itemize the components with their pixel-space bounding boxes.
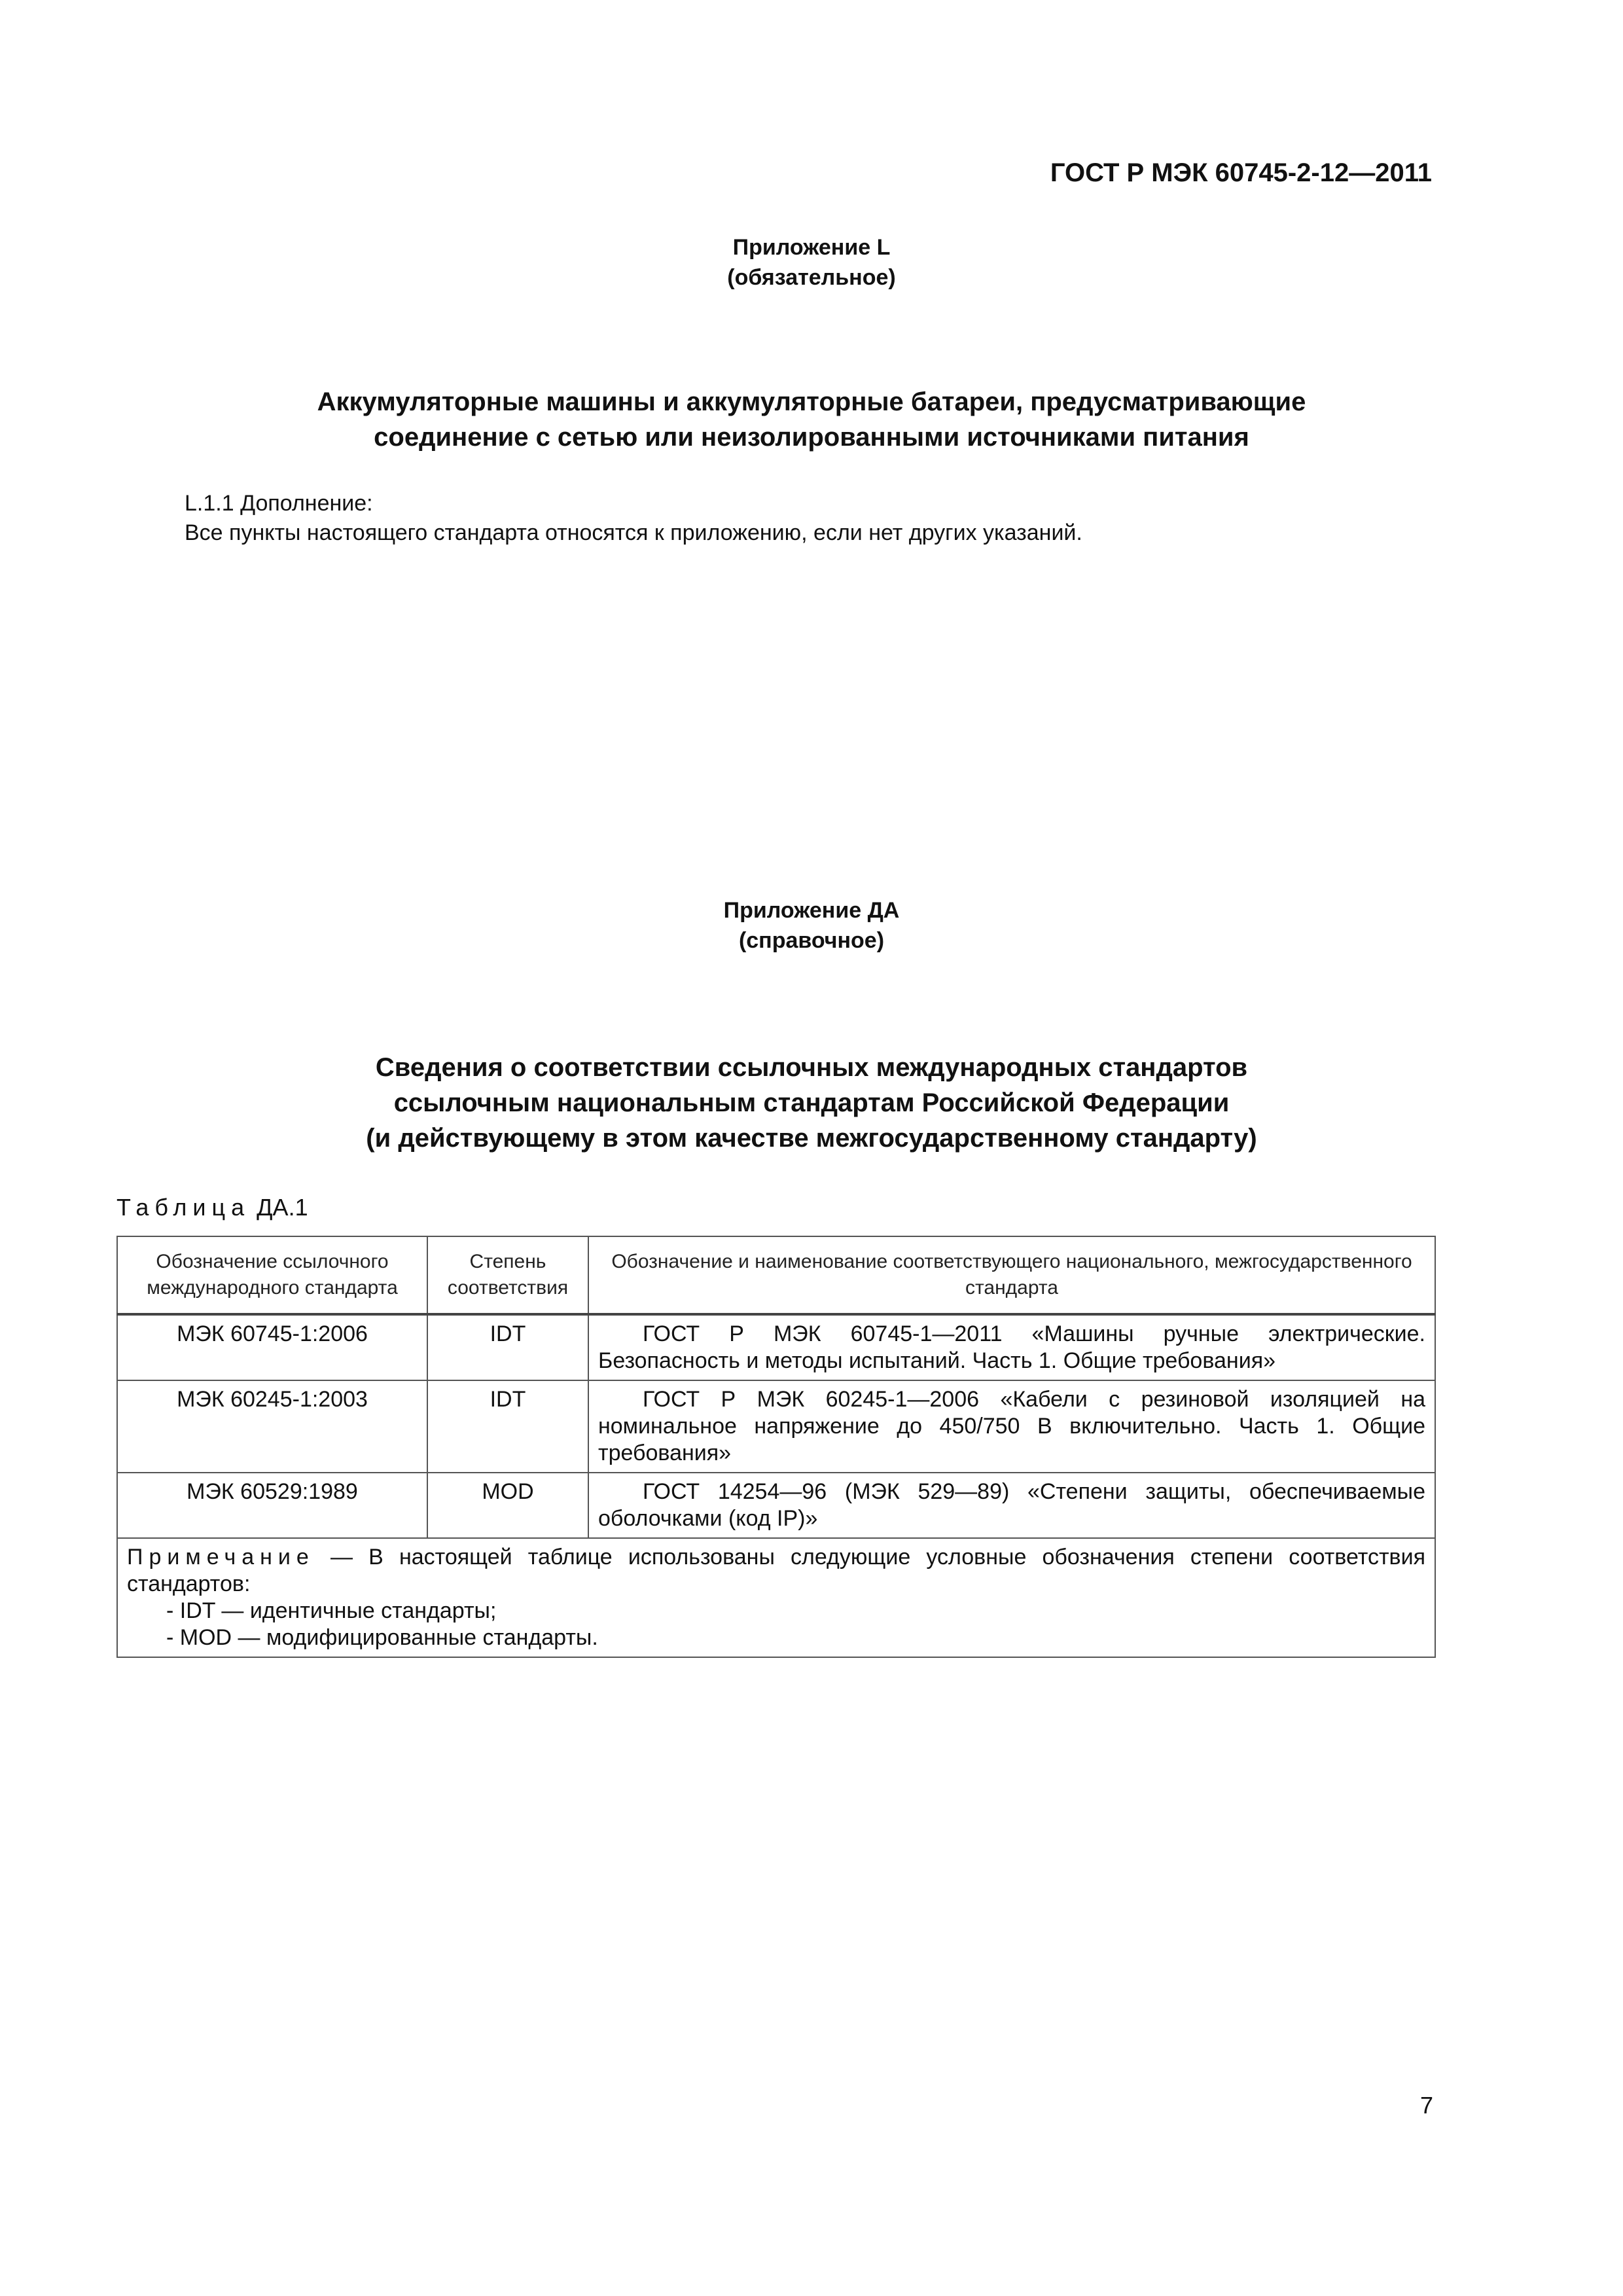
header-national-standard: Обозначение и наименование соответствующего национального, межгосударственного стандарта xyxy=(588,1236,1435,1314)
table-caption-number: ДА.1 xyxy=(257,1194,308,1221)
cell-national-standard: ГОСТ Р МЭК 60745-1—2011 «Машины ручные электрические. Безопасность и методы испытаний. Часть 1. Общие требования» xyxy=(588,1314,1435,1380)
appendix-l-heading-line2: соединение с сетью или неизолированными источниками питания xyxy=(374,423,1249,452)
table-note xyxy=(117,1538,1435,1657)
cell-national-standard: ГОСТ Р МЭК 60245-1—2006 «Кабели с резиновой изоляцией на номинальное напряжение до 450/750 В включительно. Часть 1. Общие требования» xyxy=(588,1380,1435,1473)
header-intl-standard: Обозначение ссылочного международного стандарта xyxy=(117,1236,427,1314)
table-note-row xyxy=(117,1538,1435,1657)
appendix-l-text: Все пункты настоящего стандарта относятся к приложению, если нет других указаний. xyxy=(185,520,1082,545)
clause-l-1-1: L.1.1 Дополнение: xyxy=(185,491,373,516)
table-row xyxy=(117,1380,1435,1473)
cell-degree: IDT xyxy=(427,1314,588,1380)
appendix-l-type: (обязательное) xyxy=(727,265,896,290)
cell-intl-standard: МЭК 60745-1:2006 xyxy=(117,1314,427,1380)
table-header-row xyxy=(117,1236,1435,1314)
table-caption xyxy=(116,1194,308,1221)
cell-degree: MOD xyxy=(427,1473,588,1538)
appendix-da-heading-line2: ссылочным национальным стандартам Российской Федерации xyxy=(393,1088,1230,1117)
appendix-da-heading-line3: (и действующему в этом качестве межгосударственному стандарту) xyxy=(366,1124,1257,1153)
document-code: ГОСТ Р МЭК 60745-2-12—2011 xyxy=(1050,158,1432,187)
appendix-da-type: (справочное) xyxy=(738,928,885,953)
cell-degree: IDT xyxy=(427,1380,588,1473)
table-row xyxy=(117,1473,1435,1538)
header-degree: Степень соответствия xyxy=(427,1236,588,1314)
appendix-l-heading-line1: Аккумуляторные машины и аккумуляторные батареи, предусматривающие xyxy=(317,387,1306,416)
note-idt: - IDT — идентичные стандарты; xyxy=(166,1598,497,1623)
note-mod: - MOD — модифицированные стандарты. xyxy=(166,1625,598,1650)
cell-national-standard: ГОСТ 14254—96 (МЭК 529—89) «Степени защиты, обеспечиваемые оболочками (код IP)» xyxy=(588,1473,1435,1538)
appendix-l-title: Приложение L xyxy=(732,235,891,260)
note-label: Примечание xyxy=(127,1545,315,1570)
page-number: 7 xyxy=(1419,2092,1433,2119)
reference-standards-table xyxy=(116,1236,1436,1658)
appendix-da-title: Приложение ДА xyxy=(723,898,900,923)
table-caption-word: Таблица xyxy=(116,1194,251,1221)
cell-intl-standard: МЭК 60529:1989 xyxy=(117,1473,427,1538)
table-row xyxy=(117,1314,1435,1380)
note-text: — В настоящей таблице использованы следующие условные обозначения степени соответствия стандартов: xyxy=(127,1545,1425,1596)
cell-intl-standard: МЭК 60245-1:2003 xyxy=(117,1380,427,1473)
appendix-da-heading-line1: Сведения о соответствии ссылочных международных стандартов xyxy=(375,1053,1248,1082)
